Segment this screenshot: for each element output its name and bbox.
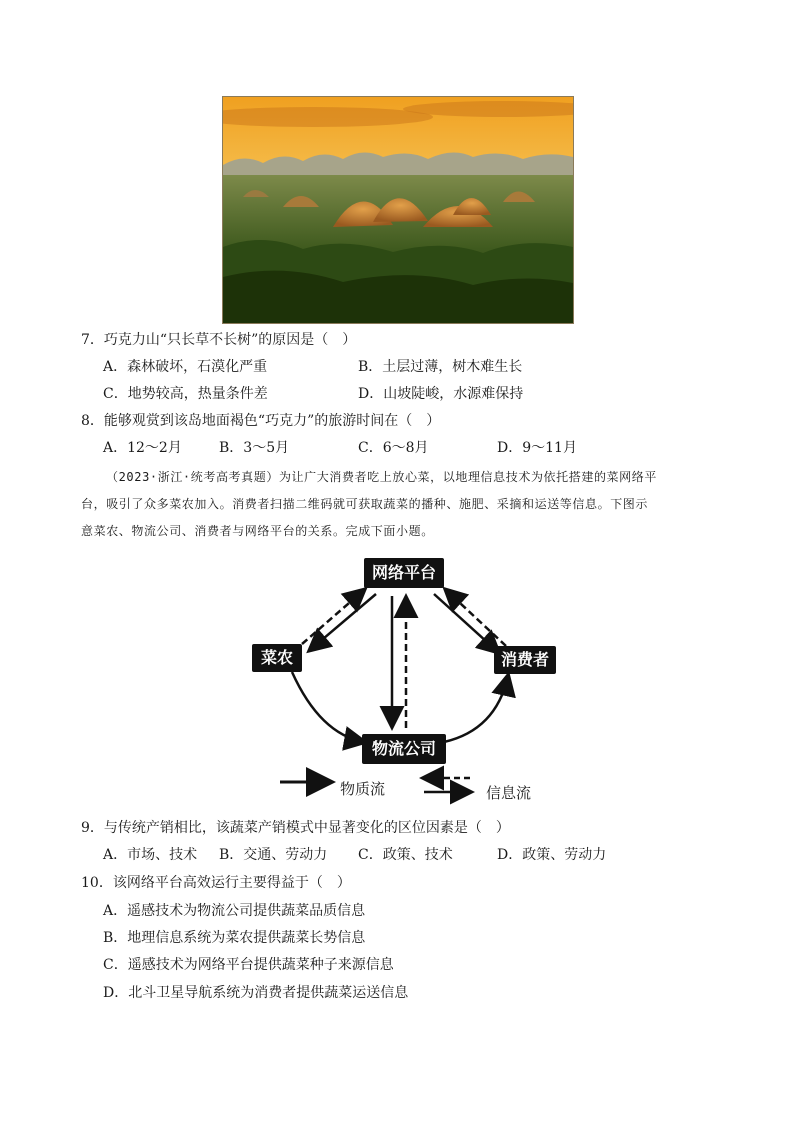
farmer-node-label: 菜农 (260, 648, 293, 667)
question-7-option-c: C．地势较高，热量条件差 (103, 386, 268, 402)
question-10-option-c: C．遥感技术为网络平台提供蔬菜种子来源信息 (103, 957, 394, 973)
consumer-to-platform-info-arrow (446, 590, 506, 646)
question-10-option-a: A．遥感技术为物流公司提供蔬菜品质信息 (103, 903, 366, 919)
question-10-option-b: B．地理信息系统为菜农提供蔬菜长势信息 (103, 930, 366, 946)
logistics-to-consumer-curve (444, 676, 508, 742)
legend-material-label: 物质流 (340, 780, 386, 798)
legend-info-label: 信息流 (486, 784, 532, 802)
platform-to-farmer-arrow (310, 594, 376, 650)
intro-line-3: 意菜农、物流公司、消费者与网络平台的关系。完成下面小题。 (81, 524, 434, 538)
logistics-node-label: 物流公司 (371, 739, 436, 758)
question-9-option-c: C．政策、技术 (358, 847, 453, 863)
platform-to-consumer-arrow (434, 594, 498, 652)
question-10-stem: 10．该网络平台高效运行主要得益于（ ） (81, 875, 351, 891)
question-10-option-d: D．北斗卫星导航系统为消费者提供蔬菜运送信息 (103, 985, 409, 1001)
consumer-node-label: 消费者 (500, 650, 549, 669)
question-9-option-a: A．市场、技术 (103, 847, 198, 863)
question-8-option-a: A．12～2月 (103, 440, 182, 456)
question-8-option-b: B．3～5月 (219, 440, 290, 456)
question-8-stem: 8．能够观赏到该岛地面褐色“巧克力”的旅游时间在（ ） (81, 413, 441, 429)
question-9-option-d: D．政策、劳动力 (497, 847, 607, 863)
farmer-to-logistics-curve (292, 672, 364, 742)
farmer-to-platform-info-arrow (302, 590, 364, 644)
question-8-option-d: D．9～11月 (497, 440, 577, 456)
question-9-stem: 9．与传统产销相比，该蔬菜产销模式中显著变化的区位因素是（ ） (81, 820, 510, 836)
intro-line-2: 台，吸引了众多菜农加入。消费者扫描二维码就可获取蔬菜的播种、施肥、采摘和运送等信息。下图示 (81, 497, 649, 511)
question-7-option-b: B．土层过薄，树木难生长 (358, 359, 523, 375)
chocolate-hills-photo (222, 96, 574, 324)
platform-node-label: 网络平台 (371, 563, 436, 582)
supply-chain-diagram (240, 552, 570, 812)
intro-line-1: （2023·浙江·统考高考真题）为让广大消费者吃上放心菜，以地理信息技术为依托搭建的菜网络平 (106, 470, 657, 484)
question-7-option-a: A．森林破坏，石漠化严重 (103, 359, 268, 375)
question-8-option-c: C．6～8月 (358, 440, 429, 456)
question-9-option-b: B．交通、劳动力 (219, 847, 328, 863)
question-7-stem: 7．巧克力山“只长草不长树”的原因是（ ） (81, 332, 357, 348)
question-7-option-d: D．山坡陡峻，水源难保持 (358, 386, 524, 402)
